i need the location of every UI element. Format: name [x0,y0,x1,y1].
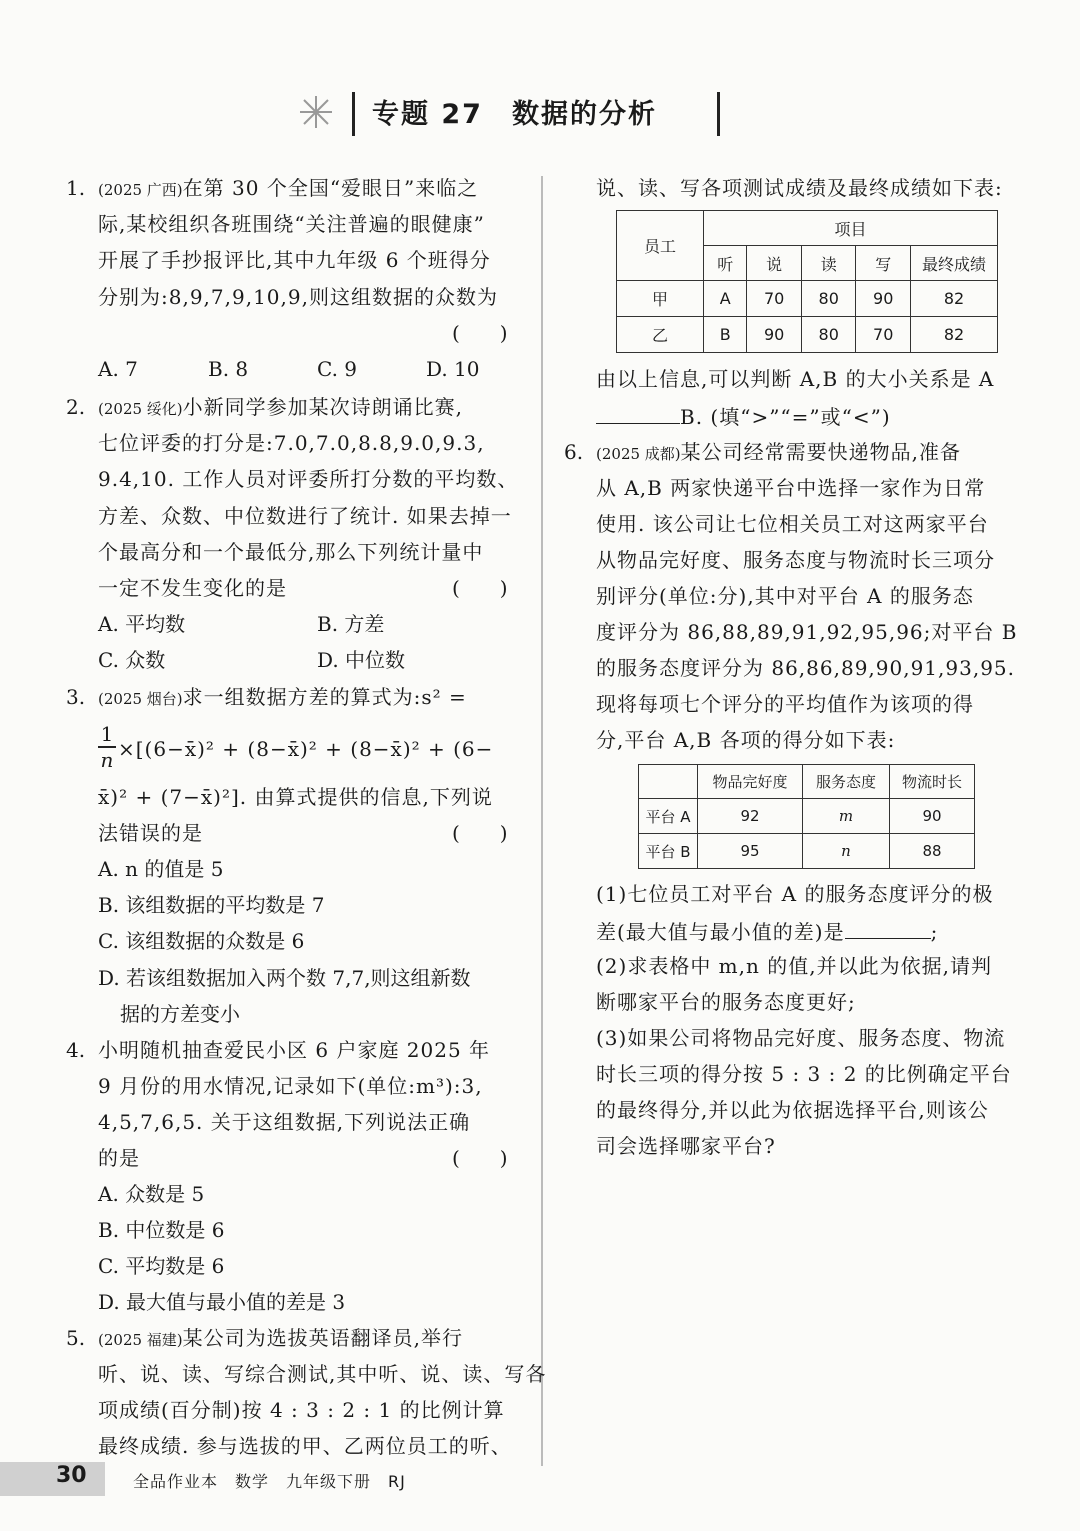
table-row [639,834,975,869]
q6-line-2: 使用. 该公司让七位相关员工对这两家平台 [596,512,989,536]
q3-line-4: 法错误的是 [98,821,203,845]
q6-sub3-line-4: 司会选择哪家平台? [596,1134,776,1158]
q2-line-5: 一定不发生变化的是 [98,576,287,600]
q6-cell: 88 [890,834,975,869]
q1-source: (2025 广西) [98,181,183,199]
q5-header-item: 项目 [704,211,998,246]
q5-cell: B [704,317,747,353]
q6-sub3-line-2: 时长三项的得分按 5 : 3 : 2 的比例确定平台 [596,1062,1012,1086]
q1-line-3: 分别为:8,9,7,9,10,9,则这组数据的众数为 [98,285,498,309]
q5-cont: 说、读、写各项测试成绩及最终成绩如下表: [596,176,1003,200]
q5-score-table [616,210,998,353]
q1-option-b[interactable]: B. 8 [208,357,249,381]
q5-cell: 82 [911,281,998,317]
q6-sub1-line-1: (1)七位员工对平台 A 的服务态度评分的极 [596,882,994,906]
q2-line-2: 9.4,10. 工作人员对评委所打分数的平均数、 [98,467,519,491]
q3-option-c[interactable]: C. 该组数据的众数是 6 [98,929,305,953]
q3-source: (2025 烟台) [98,690,183,708]
q4-line-2: 4,5,7,6,5. 关于这组数据,下列说法正确 [98,1110,471,1134]
q3-line-2: ×[(6−x̄)² + (8−x̄)² + (8−x̄)² + (6− [118,737,494,761]
q4-option-c[interactable]: C. 平均数是 6 [98,1254,225,1278]
q5-after-1: 由以上信息,可以判断 A,B 的大小关系是 A [596,367,995,391]
q6-sub1-answer-blank[interactable] [845,912,931,939]
q5-line-3: 最终成绩. 参与选拔的甲、乙两位员工的听、 [98,1434,512,1458]
q4-answer-paren[interactable]: ( ) [452,1146,508,1170]
q5-line-1: 听、说、读、写综合测试,其中听、说、读、写各 [98,1362,547,1386]
q6-line-8: 分,平台 A,B 各项的得分如下表: [596,728,896,752]
q2-source: (2025 绥化) [98,400,183,418]
q1-line-2: 开展了手抄报评比,其中九年级 6 个班得分 [98,248,491,272]
q6-line-4: 别评分(单位:分),其中对平台 A 的服务态 [596,584,974,608]
q2-option-b[interactable]: B. 方差 [317,612,385,636]
footer-page-box [0,1462,105,1496]
q4-number: 4. [66,1038,86,1062]
q4-line-0: 小明随机抽查爱民小区 6 户家庭 2025 年 [98,1038,491,1062]
q3-number: 3. [66,685,86,709]
q4-option-b[interactable]: B. 中位数是 6 [98,1218,225,1242]
q6-sub2-line-1: (2)求表格中 m,n 的值,并以此为依据,请判 [596,954,992,978]
q5-cell: 80 [801,317,856,353]
q1-option-a[interactable]: A. 7 [98,357,138,381]
star-burst-icon [298,94,334,130]
q2-option-d[interactable]: D. 中位数 [317,648,406,672]
q5-cell: 70 [747,281,802,317]
q5-cell: A [704,281,747,317]
q6-sub3-line-1: (3)如果公司将物品完好度、服务态度、物流 [596,1026,1006,1050]
q5-cell: 70 [856,317,911,353]
q5-col-speak: 说 [747,246,802,281]
q5-cell: 乙 [617,317,704,353]
q5-cell: 90 [856,281,911,317]
q5-col-listen: 听 [704,246,747,281]
q5-cell: 90 [747,317,802,353]
q5-number: 5. [66,1326,86,1350]
q3-line-1: (2025 烟台)求一组数据方差的算式为:s² = [98,685,467,709]
q2-line-3: 方差、众数、中位数进行了统计. 如果去掉一 [98,504,512,528]
q6-line-3: 从物品完好度、服务态度与物流时长三项分 [596,548,995,572]
q3-fraction-numerator: 1 [100,722,114,746]
column-divider [541,176,543,1466]
table-row [617,317,998,353]
page-title: 专题 27 数据的分析 [372,99,657,130]
q2-option-c[interactable]: C. 众数 [98,648,166,672]
q2-answer-paren[interactable]: ( ) [452,576,508,600]
title-right-bar [717,92,720,136]
q6-cell: 95 [698,834,803,869]
q3-option-d[interactable]: D. 若该组数据加入两个数 7,7,则这组新数 [98,966,471,990]
q5-source: (2025 福建) [98,1331,183,1349]
q3-option-a[interactable]: A. n 的值是 5 [98,857,224,881]
q2-line-4: 个最高分和一个最低分,那么下列统计量中 [98,540,484,564]
q6-col-service: 服务态度 [803,765,890,799]
q1-option-c[interactable]: C. 9 [317,357,358,381]
q5-cell: 82 [911,317,998,353]
q1-number: 1. [66,176,86,200]
q3-line-3: x̄)² + (7−x̄)²]. 由算式提供的信息,下列说 [98,785,493,809]
q6-line-1: 从 A,B 两家快递平台中选择一家作为日常 [596,476,986,500]
q1-line-0: (2025 广西)在第 30 个全国“爱眼日”来临之 [98,176,479,200]
q5-col-write: 写 [856,246,911,281]
q6-cell: n [803,834,890,869]
q6-cell: m [803,799,890,834]
q6-col-quality: 物品完好度 [698,765,803,799]
q5-line-0: (2025 福建)某公司为选拔英语翻译员,举行 [98,1326,464,1350]
q4-option-d[interactable]: D. 最大值与最小值的差是 3 [98,1290,346,1314]
q6-cell: 平台 A [639,799,698,834]
q3-option-d-cont: 据的方差变小 [120,1002,240,1026]
q6-number: 6. [564,440,584,464]
q4-line-3: 的是 [98,1146,140,1170]
footer-book-title: 全品作业本 数学 九年级下册 RJ [133,1472,406,1491]
q6-source: (2025 成都) [596,445,681,463]
q3-option-b[interactable]: B. 该组数据的平均数是 7 [98,893,325,917]
q6-line-5: 度评分为 86,88,89,91,92,95,96;对平台 B [596,620,1018,644]
page-number: 30 [56,1463,87,1488]
q6-cell: 90 [890,799,975,834]
table-row [639,799,975,834]
q6-line-0: (2025 成都)某公司经常需要快递物品,准备 [596,440,962,464]
q3-fraction-denominator: n [100,747,114,772]
q3-answer-paren[interactable]: ( ) [452,821,508,845]
q6-cell: 平台 B [639,834,698,869]
q5-col-read: 读 [801,246,856,281]
q6-line-7: 现将每项七个评分的平均值作为该项的得 [596,692,974,716]
q6-line-6: 的服务态度评分为 86,86,89,90,91,93,95. [596,656,1016,680]
table-row [617,281,998,317]
q6-sub3-line-3: 的最终得分,并以此为依据选择平台,则该公 [596,1098,989,1122]
q1-option-d[interactable]: D. 10 [426,357,480,381]
q3-fraction [98,723,116,771]
q4-line-1: 9 月份的用水情况,记录如下(单位:m³):3, [98,1074,483,1098]
q4-option-a[interactable]: A. 众数是 5 [98,1182,205,1206]
q2-line-0: (2025 绥化)小新同学参加某次诗朗诵比赛, [98,395,464,419]
q6-sub2-line-2: 断哪家平台的服务态度更好; [596,990,856,1014]
q2-number: 2. [66,395,86,419]
q1-answer-paren[interactable]: ( ) [452,321,508,345]
q6-sub1-line-2: 差(最大值与最小值的差)是 ; [596,912,938,950]
q5-line-2: 项成绩(百分制)按 4 : 3 : 2 : 1 的比例计算 [98,1398,505,1422]
q5-answer-blank[interactable] [596,397,680,424]
q5-cell: 甲 [617,281,704,317]
q5-col-final: 最终成绩 [911,246,998,281]
q6-col-logistics: 物流时长 [890,765,975,799]
title-left-bar [352,92,355,136]
q2-option-a[interactable]: A. 平均数 [98,612,186,636]
q5-header-staff: 员工 [617,211,704,281]
q5-after-2: B. (填“>”“=”或“<”) [596,397,891,435]
q2-line-1: 七位评委的打分是:7.0,7.0,8.8,9.0,9.3, [98,431,485,455]
q6-cell: 92 [698,799,803,834]
q1-line-1: 际,某校组织各班围绕“关注普遍的眼健康” [98,212,485,236]
q6-score-table [638,764,975,869]
q5-cell: 80 [801,281,856,317]
q6-col-empty [639,765,698,799]
